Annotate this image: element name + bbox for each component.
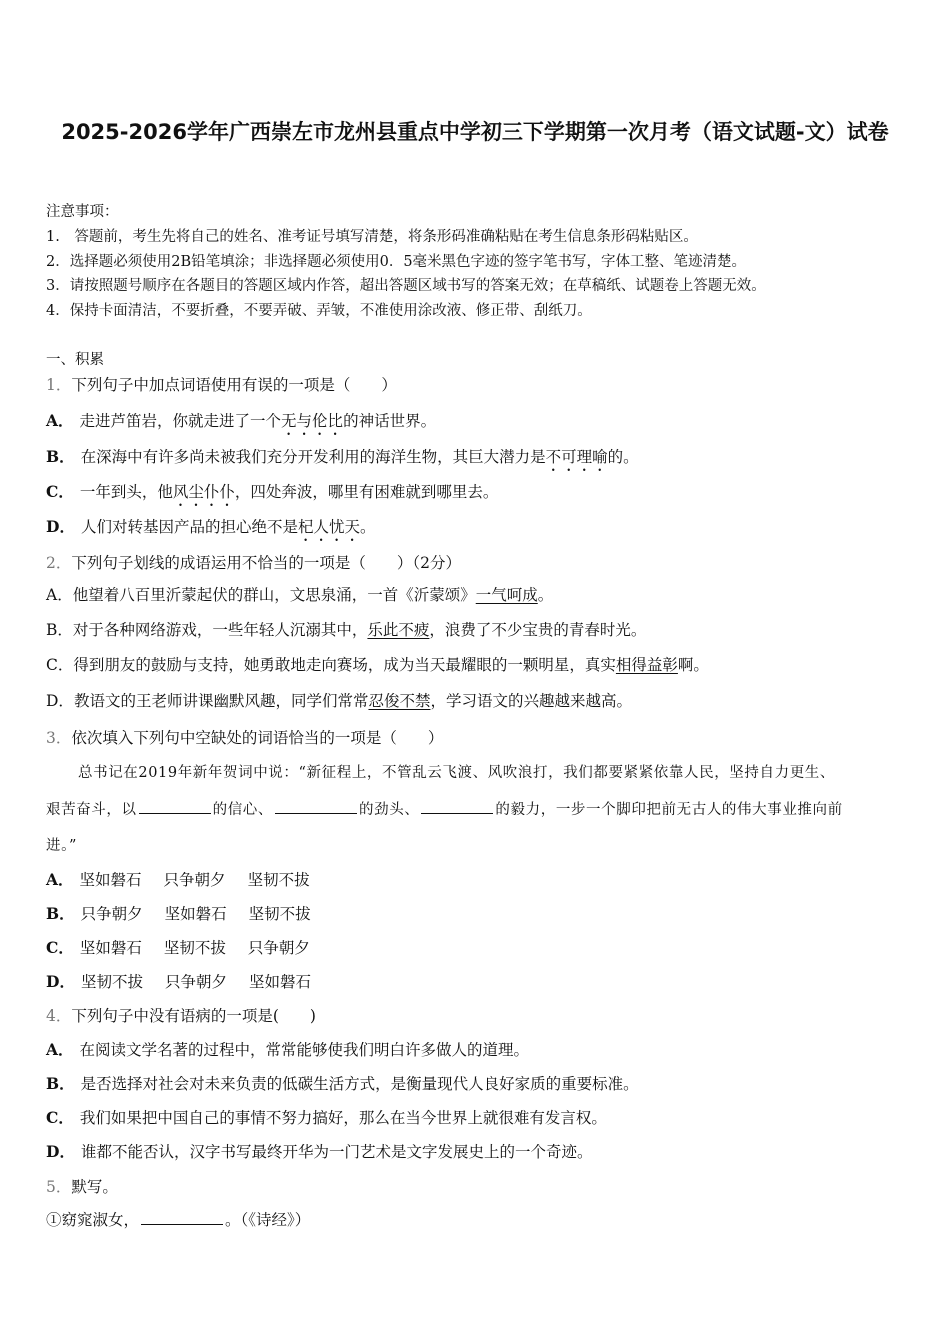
question-number: 1． bbox=[46, 376, 72, 394]
option-text: ，学习语文的兴趣越来越高。 bbox=[430, 692, 632, 710]
option-word: 坚如磐石 bbox=[248, 973, 311, 991]
notice-item: 4．保持卡面清洁，不要折叠，不要弄破、弄皱，不准使用涂改液、修正带、刮纸刀。 bbox=[46, 303, 592, 319]
question-2-option-c bbox=[46, 655, 709, 675]
dotted-word: 无与伦比 bbox=[281, 412, 344, 430]
question-1-option-c bbox=[46, 482, 498, 510]
option-label: C． bbox=[46, 1108, 74, 1127]
question-4-stem bbox=[46, 1006, 316, 1026]
question-text: 下列句子中没有语病的一项是( ) bbox=[71, 1007, 316, 1025]
option-word: 坚韧不拔 bbox=[248, 905, 311, 923]
dotted-word: 风尘仆仆 bbox=[172, 483, 235, 501]
option-text: ，四处奔波，哪里有困难就到哪里去。 bbox=[234, 483, 499, 501]
option-label: C． bbox=[46, 938, 74, 957]
option-text: 啊。 bbox=[677, 656, 709, 674]
quote-text: 的劲头、 bbox=[359, 802, 420, 818]
option-text: ，浪费了不少宝贵的青春时光。 bbox=[429, 621, 647, 639]
option-text: 对于各种网络游戏，一些年轻人沉溺其中， bbox=[72, 621, 368, 639]
option-text: 。 bbox=[359, 518, 376, 536]
option-word: 坚韧不拔 bbox=[163, 939, 226, 957]
question-4-option-c bbox=[46, 1108, 607, 1128]
notice-item: 1. 答题前，考生先将自己的姓名、准考证号填写清楚，将条形码准确粘贴在考生信息条形码粘贴区。 bbox=[46, 229, 698, 245]
question-5-stem bbox=[46, 1177, 118, 1197]
underlined-idiom: 相得益彰 bbox=[615, 656, 678, 674]
option-label: A． bbox=[46, 1040, 74, 1059]
option-label: A． bbox=[46, 586, 73, 604]
option-label: D． bbox=[46, 972, 75, 991]
dotted-word: 杞人忧天 bbox=[297, 518, 360, 536]
option-label: B． bbox=[46, 1074, 75, 1093]
recitation-text: ①窈窕淑女， bbox=[46, 1211, 140, 1229]
question-2-option-b bbox=[46, 620, 646, 640]
notice-heading: 注意事项： bbox=[46, 204, 119, 220]
question-text: 下列句子中加点词语使用有误的一项是（ ） bbox=[71, 376, 397, 394]
option-text: 一年到头，他 bbox=[79, 483, 173, 501]
question-2-stem bbox=[46, 553, 461, 573]
option-text: 在阅读文学名著的过程中，常常能够使我们明白许多做人的道理。 bbox=[79, 1041, 530, 1059]
option-text: 的神话世界。 bbox=[343, 412, 437, 430]
question-3-stem bbox=[46, 728, 443, 748]
underlined-idiom: 乐此不疲 bbox=[367, 621, 430, 639]
option-label: C． bbox=[46, 482, 74, 501]
option-label: C． bbox=[46, 656, 74, 674]
option-text: 是否选择对社会对未来负责的低碳生活方式，是衡量现代人良好家质的重要标准。 bbox=[80, 1075, 639, 1093]
question-5-item-1 bbox=[46, 1210, 310, 1230]
option-word: 坚如磐石 bbox=[79, 871, 142, 889]
fill-blank[interactable] bbox=[139, 799, 211, 814]
section-heading: 一、积累 bbox=[46, 352, 104, 368]
option-text: 得到朋友的鼓励与支持，她勇敢地走向赛场，成为当天最耀眼的一颗明星，真实 bbox=[73, 656, 616, 674]
option-text: 教语文的王老师讲课幽默风趣，同学们常常 bbox=[73, 692, 369, 710]
question-3-option-b bbox=[46, 904, 311, 924]
option-word: 只争朝夕 bbox=[80, 905, 143, 923]
question-4-option-a bbox=[46, 1040, 529, 1060]
option-text: 谁都不能否认，汉字书写最终开华为一门艺术是文字发展史上的一个奇迹。 bbox=[80, 1143, 593, 1161]
option-word: 只争朝夕 bbox=[164, 973, 227, 991]
fill-blank[interactable] bbox=[275, 799, 357, 814]
option-word: 坚韧不拔 bbox=[247, 871, 310, 889]
question-number: 5． bbox=[46, 1178, 72, 1196]
question-number: 3． bbox=[46, 729, 72, 747]
option-label: D． bbox=[46, 692, 74, 710]
option-word: 坚如磐石 bbox=[164, 905, 227, 923]
option-label: D． bbox=[46, 1142, 75, 1161]
question-number: 2． bbox=[46, 554, 72, 572]
option-text: 我们如果把中国自己的事情不努力搞好，那么在当今世界上就很难有发言权。 bbox=[79, 1109, 607, 1127]
notice-item: 2．选择题必须使用2B铅笔填涂；非选择题必须使用0．5毫米黑色字迹的签字笔书写，字体工整、笔迹清楚。 bbox=[46, 254, 747, 270]
option-text: 。 bbox=[537, 586, 554, 604]
question-text: 默写。 bbox=[71, 1178, 118, 1196]
quote-line: 进。” bbox=[46, 838, 77, 854]
option-text: 他望着八百里沂蒙起伏的群山，文思泉涌，一首《沂蒙颂》 bbox=[72, 586, 476, 604]
question-text: 依次填入下列句中空缺处的词语恰当的一项是（ ） bbox=[71, 729, 444, 747]
option-text: 走进芦笛岩，你就走进了一个 bbox=[79, 412, 282, 430]
option-label: B． bbox=[46, 904, 75, 923]
quote-text: 的毅力，一步一个脚印把前无古人的伟大事业推向前 bbox=[495, 802, 843, 818]
option-word: 只争朝夕 bbox=[247, 939, 310, 957]
quote-line: 总书记在2019年新年贺词中说：“新征程上，不管乱云飞渡、风吹浪打，我们都要紧紧依靠人民，坚持自力更生、 bbox=[78, 765, 836, 781]
option-word: 坚如磐石 bbox=[79, 939, 142, 957]
question-4-option-d bbox=[46, 1142, 592, 1162]
question-3-option-c bbox=[46, 938, 310, 958]
question-1-option-d bbox=[46, 517, 376, 545]
option-word: 只争朝夕 bbox=[163, 871, 226, 889]
question-number: 4． bbox=[46, 1007, 72, 1025]
question-4-option-b bbox=[46, 1074, 639, 1094]
option-label: B． bbox=[46, 621, 73, 639]
question-2-option-d bbox=[46, 691, 632, 711]
notice-item: 3．请按照题号顺序在各题目的答题区域内作答，超出答题区域书写的答案无效；在草稿纸、试题卷上答题无效。 bbox=[46, 278, 766, 294]
option-text: 在深海中有许多尚未被我们充分开发利用的海洋生物，其巨大潜力是 bbox=[80, 448, 546, 466]
quote-text: 的信心、 bbox=[212, 802, 274, 818]
option-label: A． bbox=[46, 411, 74, 430]
page-title: 2025-2026学年广西崇左市龙州县重点中学初三下学期第一次月考（语文试题-文）试卷 bbox=[61, 120, 889, 144]
option-label: B． bbox=[46, 447, 75, 466]
fill-blank[interactable] bbox=[421, 799, 493, 814]
option-label: A． bbox=[46, 870, 74, 889]
quote-text: 艰苦奋斗，以 bbox=[46, 802, 137, 818]
dotted-word: 不可理喻 bbox=[545, 448, 608, 466]
underlined-idiom: 忍俊不禁 bbox=[368, 692, 431, 710]
question-1-stem bbox=[46, 375, 397, 395]
quote-line bbox=[46, 799, 843, 820]
fill-blank[interactable] bbox=[141, 1210, 223, 1225]
question-1-option-a bbox=[46, 411, 436, 439]
question-1-option-b bbox=[46, 447, 639, 475]
question-2-option-a bbox=[46, 585, 553, 605]
option-text: 人们对转基因产品的担心绝不是 bbox=[80, 518, 298, 536]
option-text: 的。 bbox=[607, 448, 639, 466]
option-label: D． bbox=[46, 517, 75, 536]
underlined-idiom: 一气呵成 bbox=[475, 586, 538, 604]
question-3-option-d bbox=[46, 972, 311, 992]
recitation-text: 。（《诗经》） bbox=[225, 1211, 311, 1229]
question-3-option-a bbox=[46, 870, 310, 890]
question-text: 下列句子划线的成语运用不恰当的一项是（ ）（2分） bbox=[71, 554, 461, 572]
option-word: 坚韧不拔 bbox=[80, 973, 143, 991]
